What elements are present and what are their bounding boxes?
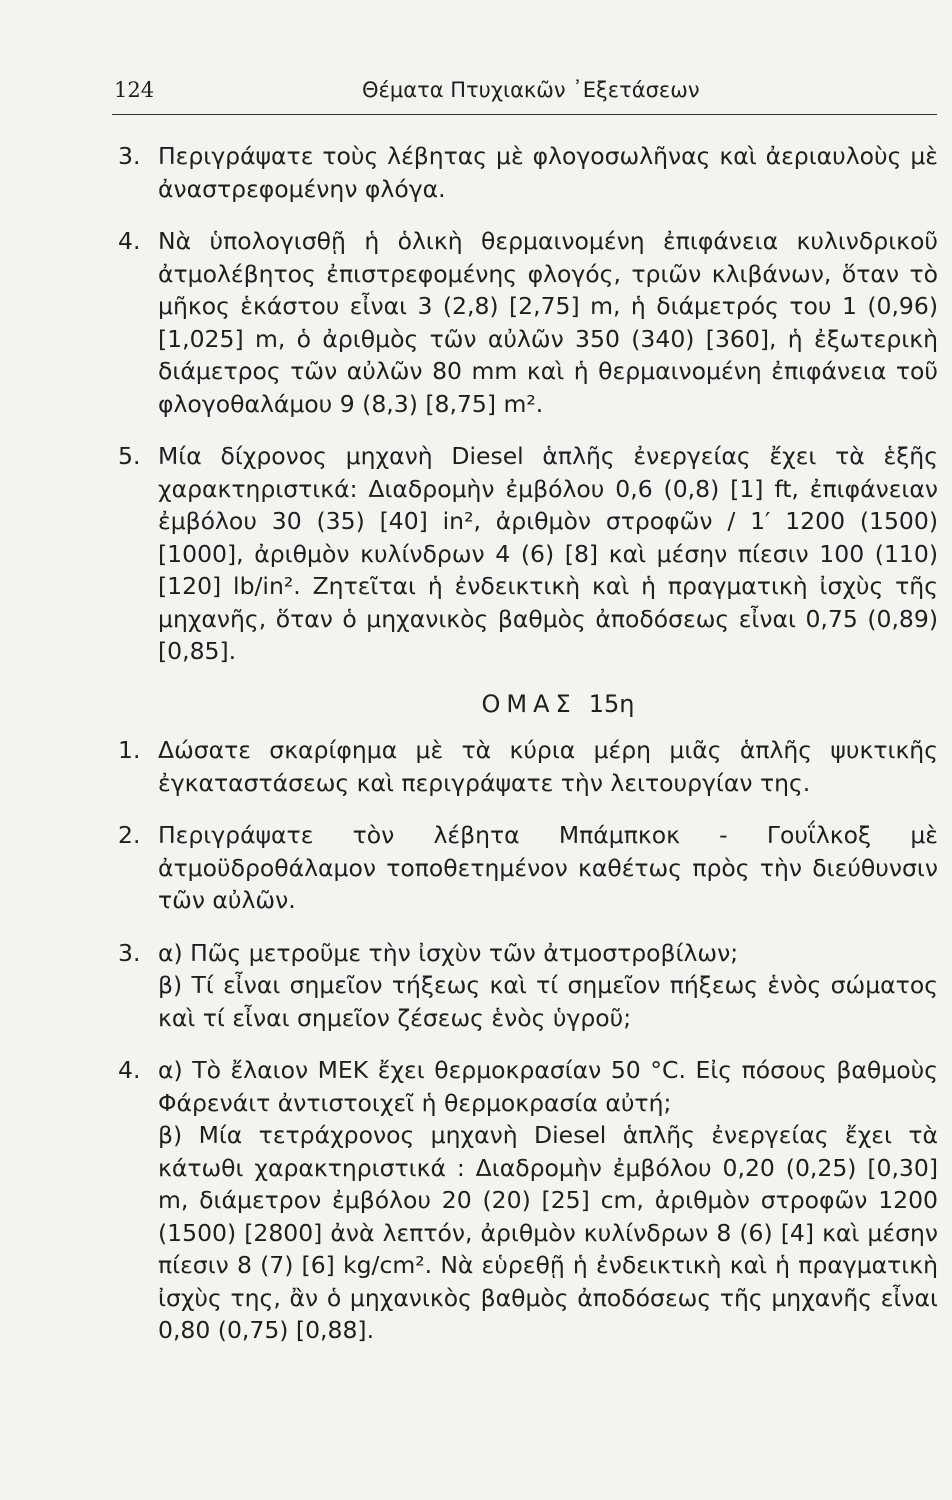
page-content [118, 140, 938, 1367]
question-number: 4. [118, 227, 141, 255]
question-text: Περιγράψατε τὸν λέβητα Μπάμπκοκ - Γουΐλκοξ μὲ ἀτμοϋδροθάλαμον τοποθετημένον καθέτως πρὸς τὴν διεύθυνσιν τῶν αὐλῶν. [158, 821, 938, 914]
group-number: 15η [588, 689, 635, 718]
question-text: Δώσατε σκαρίφημα μὲ τὰ κύρια μέρη μιᾶς ἁπλῆς ψυκτικῆς ἐγκαταστάσεως καὶ περιγράψατε τὴν λειτουργίαν της. [158, 736, 938, 797]
question-number: 1. [118, 736, 141, 764]
subquestion-b: β) Μία τετράχρονος μηχανὴ Diesel ἁπλῆς ἐνεργείας ἔχει τὰ κάτωθι χαρακτηριστικά : Διαδρομὴν ἐμβόλου 0,20 (0,25) [0,30] m, διάμετρον ἐμβόλου 20 (20) [25] cm, ἀριθμὸν στροφῶν 1200 (1500) [2800] ἀνὰ λεπτόν, ἀριθμὸν κυλίνδρων 8 (6) [4] καὶ μέσην πίεσιν 8 (7) [6] kg/cm². Νὰ εὑρεθῇ ἡ ἐνδεικτικὴ καὶ ἡ πραγματικὴ ἰσχὺς της, ἂν ὁ μηχανικὸς βαθμὸς ἀποδόσεως τῆς μηχανῆς εἶναι 0,80 (0,75) [0,88]. [158, 1121, 938, 1344]
question-item [118, 440, 938, 668]
running-title: Θέματα Πτυχιακῶν ᾿Εξετάσεων [362, 78, 700, 102]
question-number: 4. [118, 1056, 141, 1084]
question-item [118, 225, 938, 420]
question-item [118, 937, 938, 1035]
question-text: Μία δίχρονος μηχανὴ Diesel ἁπλῆς ἐνεργείας ἔχει τὰ ἑξῆς χαρακτηριστικά: Διαδρομὴν ἐμβόλου 0,6 (0,8) [1] ft, ἐπιφάνειαν ἐμβόλου 30 (35) [40] in², ἀριθμὸν στροφῶν / 1′ 1200 (1500) [1000], ἀριθμὸν κυλίνδρων 4 (6) [8] καὶ μέσην πίεσιν 100 (110) [120] lb/in². Ζητεῖται ἡ ἐνδεικτικὴ καὶ ἡ πραγματικὴ ἰσχὺς τῆς μηχανῆς, ὅταν ὁ μηχανικὸς βαθμὸς ἀποδόσεως εἶναι 0,75 (0,89) [0,85]. [158, 442, 938, 665]
subquestion-a: α) Τὸ ἔλαιον ΜΕΚ ἔχει θερμοκρασίαν 50 °C. Εἰς πόσους βαθμοὺς Φάρενάιτ ἀντιστοιχεῖ ἡ θερμοκρασία αὐτή; [158, 1056, 938, 1117]
question-number: 2. [118, 821, 141, 849]
group-label: ΟΜΑΣ [481, 689, 577, 718]
subquestion-b: β) Τί εἶναι σημεῖον τήξεως καὶ τί σημεῖον πήξεως ἑνὸς σώματος καὶ τί εἶναι σημεῖον ζέσεως ἑνὸς ὑγροῦ; [158, 971, 938, 1032]
question-item [118, 1054, 938, 1347]
question-number: 3. [118, 142, 141, 170]
question-item [118, 734, 938, 799]
question-text: Νὰ ὑπολογισθῇ ἡ ὁλικὴ θερμαινομένη ἐπιφάνεια κυλινδρικοῦ ἀτμολέβητος ἐπιστρεφομένης φλογός, τριῶν κλιβάνων, ὅταν τὸ μῆκος ἑκάστου εἶναι 3 (2,8) [2,75] m, ἡ διάμετρός του 1 (0,96) [1,025] m, ὁ ἀριθμὸς τῶν αὐλῶν 350 (340) [360], ἡ ἐξωτερικὴ διάμετρος τῶν αὐλῶν 80 mm καὶ ἡ θερμαινομένη ἐπιφάνεια τοῦ φλογοθαλάμου 9 (8,3) [8,75] m². [158, 227, 938, 418]
question-number: 5. [118, 442, 141, 470]
page-header [112, 74, 937, 115]
page-number: 124 [114, 78, 155, 102]
question-text: Περιγράψατε τοὺς λέβητας μὲ φλογοσωλῆνας καὶ ἀεριαυλοὺς μὲ ἀναστρεφομένην φλόγα. [158, 142, 938, 203]
question-item [118, 140, 938, 205]
subquestion-a: α) Πῶς μετροῦμε τὴν ἰσχὺν τῶν ἀτμοστροβίλων; [158, 938, 739, 967]
question-item [118, 819, 938, 917]
question-number: 3. [118, 938, 141, 967]
group-heading [118, 688, 938, 721]
